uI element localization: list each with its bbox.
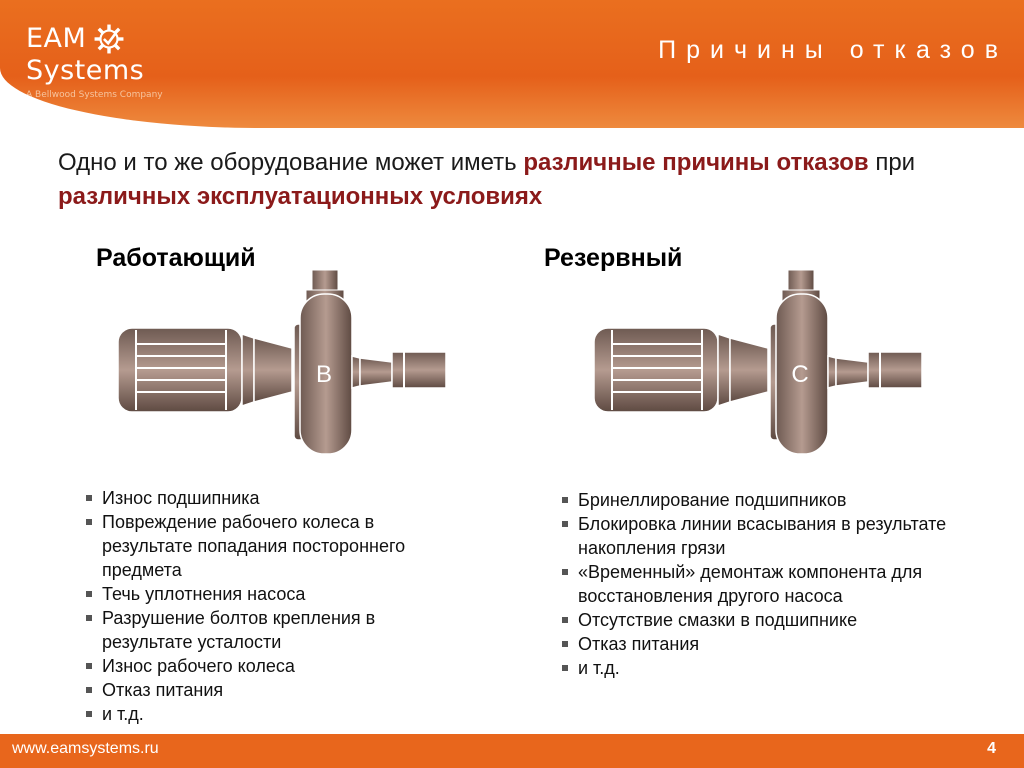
footer-website-link[interactable]: www.eamsystems.ru xyxy=(12,740,159,757)
left-heading: Работающий xyxy=(96,244,256,272)
pump-label-left: B xyxy=(315,361,333,388)
logo-tagline: A Bellwood Systems Company xyxy=(26,90,163,100)
list-item: и т.д. xyxy=(560,656,980,680)
logo-text-eam: EAM xyxy=(26,23,87,54)
list-item: Разрушение болтов крепления в результате усталости xyxy=(84,606,454,654)
pump-label-right: C xyxy=(791,361,809,388)
list-item: Отказ питания xyxy=(84,678,454,702)
slide-title: Причины отказов xyxy=(658,36,1008,64)
list-item: Отсутствие смазки в подшипнике xyxy=(560,608,980,632)
list-item: Бринеллирование подшипников xyxy=(560,488,980,512)
list-item: Блокировка линии всасывания в результате накопления грязи xyxy=(560,512,980,560)
list-item: Повреждение рабочего колеса в результате попадания постороннего предмета xyxy=(84,510,454,582)
intro-highlight1: различные причины отказов xyxy=(523,149,869,176)
slide-footer xyxy=(0,734,1024,768)
list-item: «Временный» демонтаж компонента для восстановления другого насоса xyxy=(560,560,980,608)
list-item: и т.д. xyxy=(84,702,454,726)
list-item: Износ рабочего колеса xyxy=(84,654,454,678)
right-cause-list xyxy=(560,488,980,680)
intro-part1: Одно и то же оборудование может иметь xyxy=(58,149,524,176)
intro-text xyxy=(58,146,918,214)
gear-check-icon xyxy=(92,22,126,56)
company-logo xyxy=(26,22,163,102)
page-number: 4 xyxy=(987,740,996,757)
list-item: Износ подшипника xyxy=(84,486,454,510)
intro-highlight2: различных эксплуатационных условиях xyxy=(58,183,543,210)
list-item: Отказ питания xyxy=(560,632,980,656)
left-cause-list xyxy=(84,486,454,726)
logo-text-systems: Systems xyxy=(26,55,145,86)
slide-header xyxy=(0,0,1024,128)
pump-illustration-left xyxy=(112,268,452,458)
right-heading: Резервный xyxy=(544,244,683,272)
list-item: Течь уплотнения насоса xyxy=(84,582,454,606)
pump-illustration-right xyxy=(588,268,928,458)
intro-part2: при xyxy=(868,149,916,176)
